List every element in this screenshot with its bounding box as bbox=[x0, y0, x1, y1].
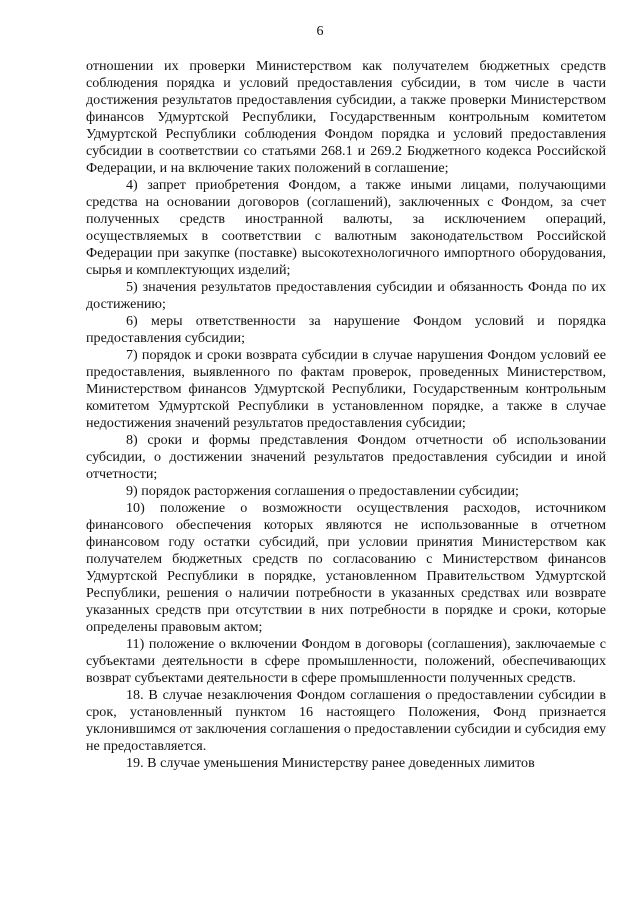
paragraph-item-5: 5) значения результатов предоставления субсидии и обязанность Фонда по их достижению; bbox=[86, 279, 606, 312]
paragraph-section-18: 18. В случае незаключения Фондом соглашения о предоставлении субсидии в срок, установленный пунктом 16 настоящего Положения, Фонд признается уклонившимся от заключения соглашения о предоставлении субсидии и субсидия ему не предоставляется. bbox=[86, 687, 606, 754]
paragraph-item-4: 4) запрет приобретения Фондом, а также иными лицами, получающими средства на основании договоров (соглашений), заключенных с Фондом, за счет полученных средств иностранной валюты, за исключением операций, осуществляемых в соответствии с валютным законодательством Российской Федерации при закупке (поставке) высокотехнологичного импортного оборудования, сырья и комплектующих изделий; bbox=[86, 177, 606, 278]
paragraph-item-9: 9) порядок расторжения соглашения о предоставлении субсидии; bbox=[126, 483, 519, 499]
paragraph-section-19: 19. В случае уменьшения Министерству ранее доведенных лимитов bbox=[126, 755, 535, 771]
document-body bbox=[86, 58, 606, 772]
paragraph-item-8: 8) сроки и формы представления Фондом отчетности об использовании субсидии, о достижении значений результатов предоставления субсидии и иной отчетности; bbox=[86, 432, 606, 482]
paragraph-item-6: 6) меры ответственности за нарушение Фондом условий и порядка предоставления субсидии; bbox=[86, 313, 606, 346]
paragraph-item-10: 10) положение о возможности осуществления расходов, источником финансового обеспечения которых являются не использованные в отчетном финансовом году остатки субсидий, при условии принятия Министерством как получателем бюджетных средств по согласованию с Министерством финансов Удмуртской Республики в порядке, установленном Правительством Удмуртской Республики, решения о наличии потребности в указанных средствах или возврате указанных средств при отсутствии в них потребности в порядке и сроки, которые определены правовым актом; bbox=[86, 500, 606, 635]
page-number: 6 bbox=[316, 24, 324, 39]
paragraph-item-11: 11) положение о включении Фондом в договоры (соглашения), заключаемые с субъектами деятельности в сфере промышленности, положений, обеспечивающих возврат субъектами деятельности в сфере промышленности полученных средств. bbox=[86, 636, 606, 686]
paragraph-continuation: отношении их проверки Министерством как получателем бюджетных средств соблюдения порядка и условий предоставления субсидии, в том числе в части достижения результатов предоставления субсидии, а также проверки Министерством финансов Удмуртской Республики, Государственным контрольным комитетом Удмуртской Республики соблюдения Фондом порядка и условий предоставления субсидии в соответствии со статьями 268.1 и 269.2 Бюджетного кодекса Российской Федерации, и на включение таких положений в соглашение; bbox=[86, 58, 606, 176]
paragraph-item-7: 7) порядок и сроки возврата субсидии в случае нарушения Фондом условий ее предоставления, выявленного по фактам проверок, проведенных Министерством, Министерством финансов Удмуртской Республики, Государственным контрольным комитетом Удмуртской Республики в установленном порядке, а также в случае недостижения значений результатов предоставления субсидии; bbox=[86, 347, 606, 431]
